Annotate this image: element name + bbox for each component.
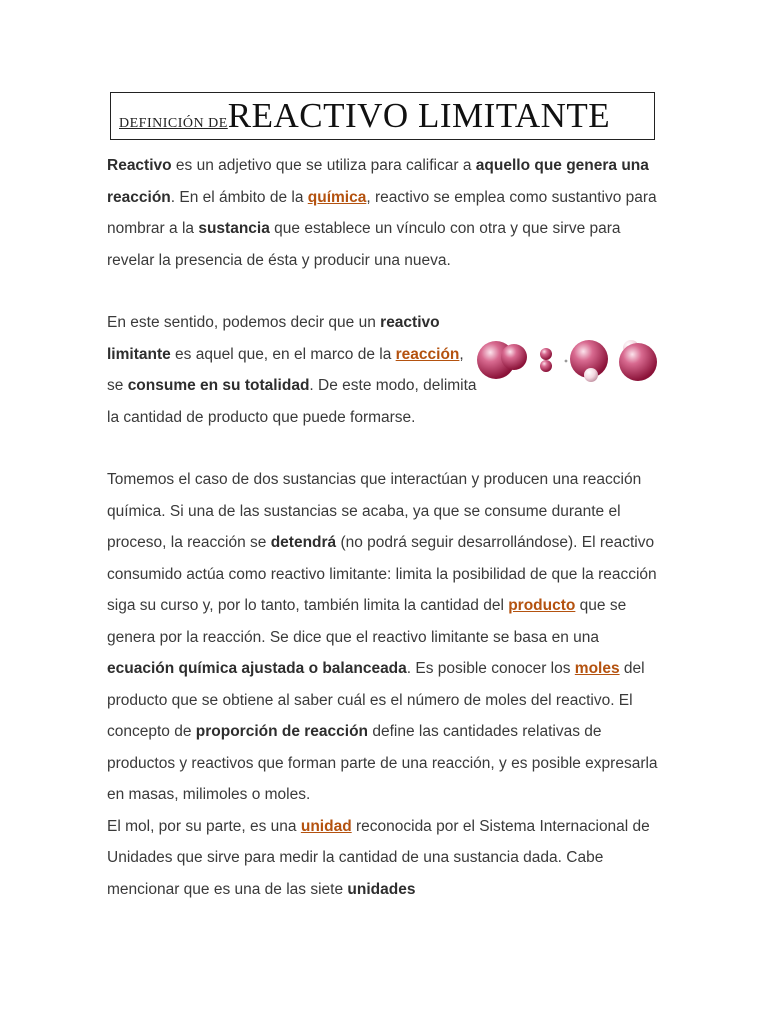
term-detendra: detendrá: [270, 534, 337, 551]
text-span: . Es posible conocer los: [406, 660, 575, 677]
text-span: Tomemos el caso de dos sustancias que interactúan y producen una reacción química. Si una de las sustancias se acaba, ya que se consume durante el proceso, la reacción se: [107, 471, 642, 551]
text-span: , se: [107, 345, 464, 394]
text-span: (no podrá seguir desarrollándose). El reactivo consumido actúa como reactivo limitante: limita la posibilidad de que la reacción siga su curso y, por lo tanto, también limita la cantidad del: [107, 534, 657, 614]
paragraph-definition: [107, 150, 667, 276]
text-span: es aquel que, en el marco de la: [170, 345, 396, 363]
term-reactivo-limitante: reactivo limitante: [107, 314, 440, 363]
link-reaccion[interactable]: reacción: [395, 345, 460, 363]
term-unidades: unidades: [347, 880, 416, 898]
link-unidad[interactable]: unidad: [300, 817, 352, 835]
text-span: En este sentido, podemos decir que un: [107, 314, 381, 331]
text-span: , reactivo se emplea como sustantivo para nombrar a la: [107, 188, 657, 237]
text-span: El mol, por su parte, es una: [107, 817, 301, 835]
text-span: reconocida por el Sistema Internacional de Unidades que sirve para medir la cantidad de una sustancia dada. Cabe mencionar que es una de las siete: [107, 817, 650, 898]
title-main: REACTIVO LIMITANTE: [227, 96, 611, 135]
term-aquello: aquello que genera una reacción: [107, 157, 649, 206]
term-proporcion: proporción de reacción: [195, 723, 369, 740]
paragraph-example: [107, 464, 667, 905]
title-prefix: DEFINICIÓN DE: [119, 116, 228, 131]
text-span: del producto que se obtiene al saber cuál es el número de moles del reactivo. El concepto de: [107, 660, 645, 740]
paragraph-limitante: [107, 307, 477, 433]
text-span: que establece un vínculo con otra y que sirve para revelar la presencia de ésta y producir una nueva.: [107, 220, 621, 269]
page-title: [110, 92, 655, 140]
link-producto[interactable]: producto: [508, 597, 576, 614]
text-span: . De este modo, delimita la cantidad de producto que puede formarse.: [107, 377, 477, 426]
term-consume: consume en su totalidad: [127, 377, 310, 394]
text-span: que se genera por la reacción. Se dice que el reactivo limitante se basa en una: [107, 597, 627, 646]
link-quimica[interactable]: química: [307, 188, 367, 206]
text-span: es un adjetivo que se utiliza para calificar a: [171, 157, 476, 174]
term-sustancia: sustancia: [198, 220, 270, 237]
term-reactivo: Reactivo: [107, 157, 172, 174]
link-moles[interactable]: moles: [574, 660, 620, 677]
term-ecuacion: ecuación química ajustada o balanceada: [107, 660, 407, 677]
text-span: . En el ámbito de la: [170, 188, 308, 206]
text-span: define las cantidades relativas de productos y reactivos que forman parte de una reacción, y es posible expresarla en masas, milimoles o moles.: [107, 723, 658, 803]
molecules-illustration-icon: [474, 331, 664, 391]
